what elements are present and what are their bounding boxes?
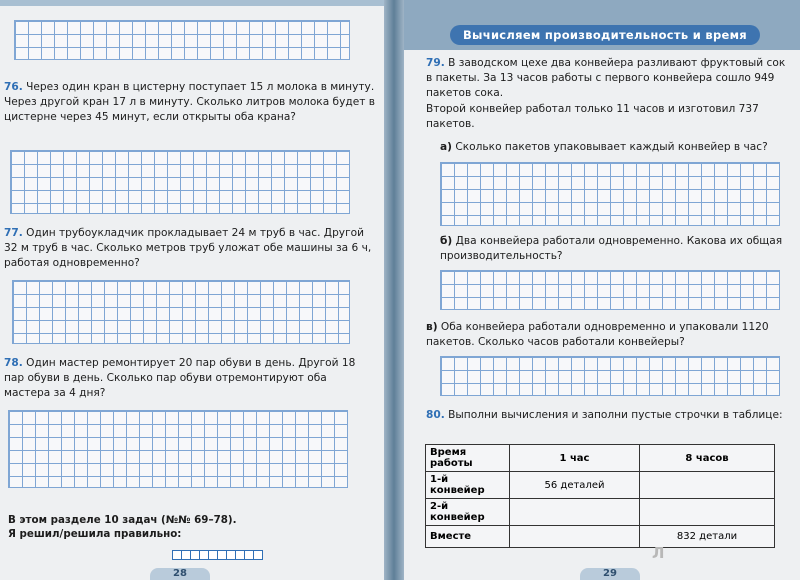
table-header-cell: 8 часов — [640, 445, 775, 472]
task-text: В заводском цехе два конвейера разливают фруктовый сок в пакеты. За 13 часов работы с первого конвейера сошло 949 пакетов сока. — [426, 57, 786, 99]
answer-grid-78 — [8, 410, 348, 488]
task-79-part2: Второй конвейер работал только 11 часов и изготовил 737 пакетов. — [426, 103, 759, 130]
sub-text: Оба конвейера работали одновременно и упаковали 1120 пакетов. Сколько часов работали конвейеры? — [426, 321, 769, 348]
section-summary — [8, 513, 237, 541]
section-header: Вычисляем производительность и время — [450, 25, 760, 45]
task-79 — [426, 56, 788, 101]
task-79c — [426, 320, 788, 350]
sub-label: в) — [426, 321, 438, 333]
table-header-cell: 1 час — [510, 445, 640, 472]
task-text: Выполни вычисления и заполни пустые строчки в таблице: — [448, 409, 783, 421]
answer-grid-top — [14, 20, 350, 60]
sub-text: Два конвейера работали одновременно. Какова их общая производительность? — [440, 235, 783, 262]
task-text: Через один кран в цистерну поступает 15 л молока в минуту. Через другой кран 17 л в минуту. Сколько литров молока будет в цистерне через 45 минут, если открыты оба крана? — [4, 81, 375, 123]
table-cell[interactable] — [640, 472, 775, 499]
table-row — [426, 526, 775, 548]
task-79a — [440, 140, 790, 155]
table-cell[interactable] — [640, 499, 775, 526]
task-number: 80. — [426, 409, 445, 421]
task-text: Один трубоукладчик прокладывает 24 м труб в час. Другой 32 м труб в час. Сколько метров труб уложат обе машины за 6 ч, работая одновременно? — [4, 227, 372, 269]
task-80 — [426, 408, 788, 423]
sub-text: Сколько пакетов упаковывает каждый конвейер в час? — [455, 141, 768, 153]
table-cell[interactable] — [510, 526, 640, 548]
page-number-right: 29 — [580, 568, 640, 580]
table-cell: 56 деталей — [510, 472, 640, 499]
answer-grid-77 — [12, 280, 350, 344]
score-cells[interactable] — [172, 550, 262, 560]
task-79b — [440, 234, 790, 264]
table-cell: 832 детали — [640, 526, 775, 548]
task-76 — [4, 80, 376, 125]
table-row — [426, 472, 775, 499]
task-number: 78. — [4, 357, 23, 369]
task-78 — [4, 356, 376, 401]
sub-label: б) — [440, 235, 453, 247]
table-row-label: Вместе — [426, 526, 510, 548]
task-text: Один мастер ремонтирует 20 пар обуви в день. Другой 18 пар обуви в день. Сколько пар обуви отремонтируют оба мастера за 4 дня? — [4, 357, 356, 399]
task-80-table — [425, 444, 775, 548]
task-77 — [4, 226, 376, 271]
answer-grid-79c — [440, 356, 780, 396]
table-row — [426, 445, 775, 472]
table-header-cell: Время работы — [426, 445, 510, 472]
table-row-label: 2-й конвейер — [426, 499, 510, 526]
task-number: 77. — [4, 227, 23, 239]
watermark-logo: Л — [652, 544, 665, 562]
table-cell[interactable] — [510, 499, 640, 526]
summary-line-1: В этом разделе 10 задач (№№ 69–78). — [8, 514, 237, 526]
book-gutter — [384, 0, 404, 580]
page-number-left: 28 — [150, 568, 210, 580]
answer-grid-76 — [10, 150, 350, 214]
sub-label: а) — [440, 141, 452, 153]
left-page — [0, 6, 384, 580]
task-number: 79. — [426, 57, 445, 69]
answer-grid-79b — [440, 270, 780, 310]
answer-grid-79a — [440, 162, 780, 226]
summary-line-2: Я решил/решила правильно: — [8, 528, 182, 540]
table-row-label: 1-й конвейер — [426, 472, 510, 499]
table-row — [426, 499, 775, 526]
task-number: 76. — [4, 81, 23, 93]
